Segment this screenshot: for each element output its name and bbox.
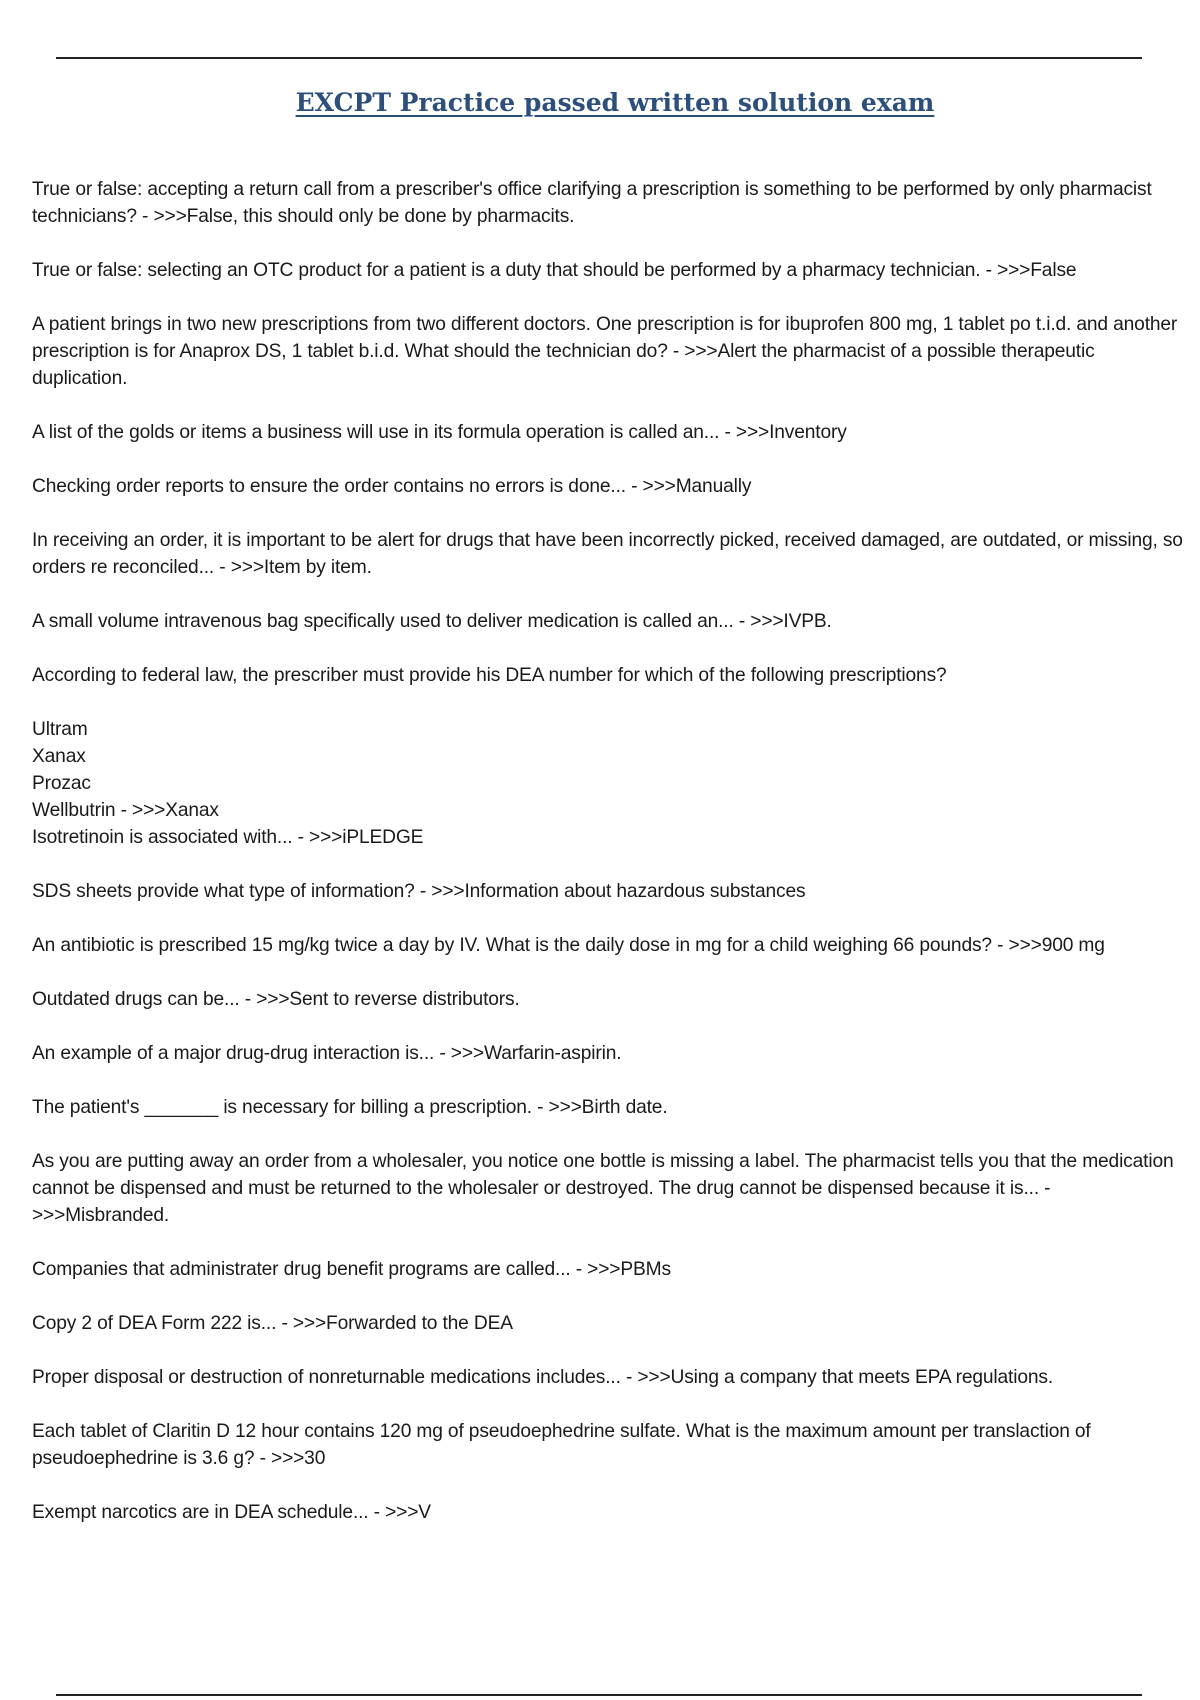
answer-options-list [32, 716, 1192, 824]
qa-item: As you are putting away an order from a wholesaler, you notice one bottle is missing a label. The pharmacist tells you that the medication cannot be dispensed and must be returned to the wholesaler or destroyed. The drug cannot be dispensed because it is... - >>>Misbranded. [32, 1151, 1174, 1226]
top-rule [56, 57, 1142, 59]
qa-item: True or false: selecting an OTC product for a patient is a duty that should be performed by a pharmacy technician. - >>>False [32, 260, 1077, 281]
qa-item: Exempt narcotics are in DEA schedule... - >>>V [32, 1502, 431, 1523]
qa-item: An example of a major drug-drug interaction is... - >>>Warfarin-aspirin. [32, 1043, 622, 1064]
qa-item: Checking order reports to ensure the order contains no errors is done... - >>>Manually [32, 476, 752, 497]
qa-item: An antibiotic is prescribed 15 mg/kg twice a day by IV. What is the daily dose in mg for a child weighing 66 pounds? - >>>900 mg [32, 935, 1105, 956]
document-body [32, 176, 1192, 1553]
qa-item: A list of the golds or items a business will use in its formula operation is called an... - >>>Inventory [32, 422, 847, 443]
answer-option: Prozac [32, 773, 91, 794]
qa-item: In receiving an order, it is important to be alert for drugs that have been incorrectly picked, received damaged, are outdated, or missing, so orders re reconciled... - >>>Item by item. [32, 530, 1183, 578]
answer-option: Ultram [32, 719, 88, 740]
bottom-rule [56, 1694, 1142, 1696]
qa-item: SDS sheets provide what type of information? - >>>Information about hazardous substances [32, 881, 806, 902]
qa-item: Each tablet of Claritin D 12 hour contains 120 mg of pseudoephedrine sulfate. What is the maximum amount per translaction of pseudoephedrine is 3.6 g? - >>>30 [32, 1421, 1091, 1469]
document-title: EXCPT Practice passed written solution exam [295, 88, 935, 117]
qa-item: Companies that administrater drug benefit programs are called... - >>>PBMs [32, 1259, 671, 1280]
qa-item: Proper disposal or destruction of nonreturnable medications includes... - >>>Using a company that meets EPA regulations. [32, 1367, 1054, 1388]
qa-item: The patient's _______ is necessary for billing a prescription. - >>>Birth date. [32, 1097, 668, 1118]
qa-item: According to federal law, the prescriber must provide his DEA number for which of the following prescriptions? [32, 665, 947, 686]
qa-item: A patient brings in two new prescriptions from two different doctors. One prescription is for ibuprofen 800 mg, 1 tablet po t.i.d. and another prescription is for Anaprox DS, 1 tablet b.i.d. What should the technician do? - >>>Alert the pharmacist of a possible therapeutic duplication. [32, 314, 1178, 389]
qa-item: A small volume intravenous bag specifically used to deliver medication is called an... - >>>IVPB. [32, 611, 832, 632]
qa-item: Copy 2 of DEA Form 222 is... - >>>Forwarded to the DEA [32, 1313, 513, 1334]
qa-item: True or false: accepting a return call from a prescriber's office clarifying a prescription is something to be performed by only pharmacist technicians? - >>>False, this should only be done by pharmacits. [32, 179, 1152, 227]
qa-item: Isotretinoin is associated with... - >>>iPLEDGE [32, 827, 424, 848]
answer-option: Wellbutrin - >>>Xanax [32, 800, 219, 821]
qa-item: Outdated drugs can be... - >>>Sent to reverse distributors. [32, 989, 520, 1010]
answer-option: Xanax [32, 746, 86, 767]
